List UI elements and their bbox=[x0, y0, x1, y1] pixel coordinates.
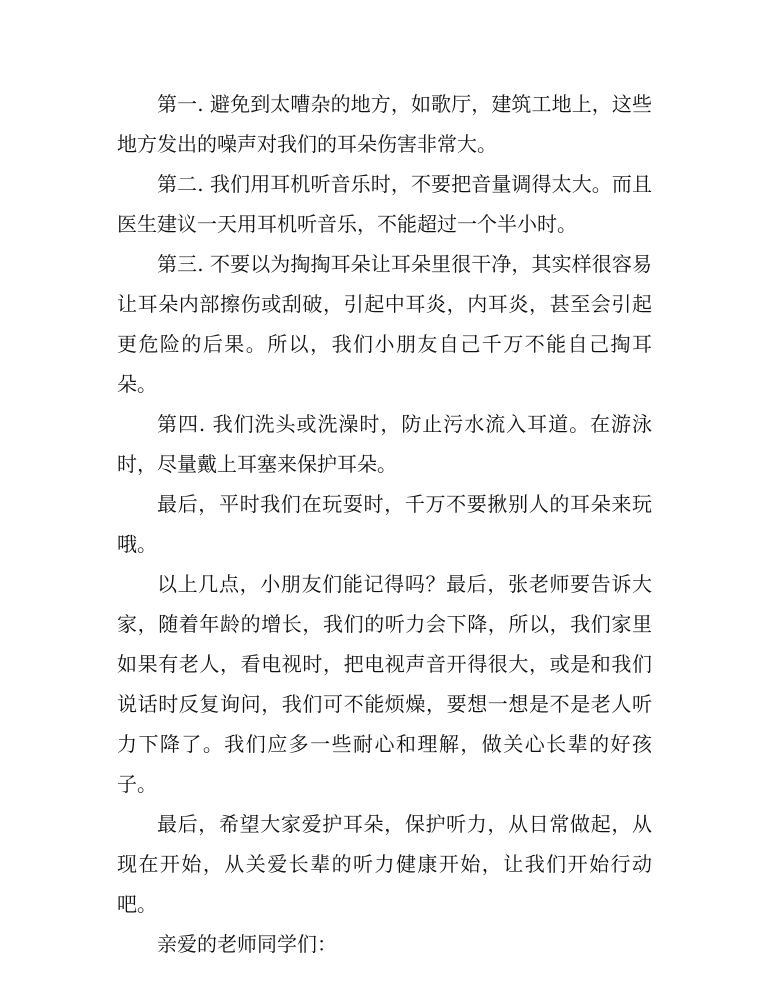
paragraph-second-tip: 第二. 我们用耳机听音乐时，不要把音量调得太大。而且医生建议一天用耳机听音乐，不能超过一个半小时。 bbox=[117, 172, 652, 236]
paragraph-fourth-tip: 第四. 我们洗头或洗澡时，防止污水流入耳道。在游泳时，尽量戴上耳塞来保护耳朵。 bbox=[117, 412, 652, 476]
paragraph-third-tip: 第三. 不要以为掏掏耳朵让耳朵里很干净，其实样很容易让耳朵内部擦伤或刮破，引起中耳炎，内耳炎，甚至会引起更危险的后果。所以，我们小朋友自己千万不能自己掏耳朵。 bbox=[117, 252, 652, 396]
paragraph-play-tip: 最后，平时我们在玩耍时，千万不要揪别人的耳朵来玩哦。 bbox=[117, 492, 652, 556]
document-body bbox=[117, 84, 652, 964]
paragraph-greeting: 亲爱的老师同学们： bbox=[157, 932, 337, 956]
paragraph-first-tip: 第一. 避免到太嘈杂的地方，如歌厅，建筑工地上，这些地方发出的噪声对我们的耳朵伤害非常大。 bbox=[117, 92, 652, 156]
paragraph-elders: 以上几点，小朋友们能记得吗？最后，张老师要告诉大家，随着年龄的增长，我们的听力会下降，所以，我们家里如果有老人，看电视时，把电视声音开得很大，或是和我们说话时反复询问，我们可不能烦燥，要想一想是不是老人听力下降了。我们应多一些耐心和理解，做关心长辈的好孩子。 bbox=[117, 572, 652, 796]
paragraph-closing: 最后，希望大家爱护耳朵，保护听力，从日常做起，从现在开始，从关爱长辈的听力健康开始，让我们开始行动吧。 bbox=[117, 812, 652, 916]
